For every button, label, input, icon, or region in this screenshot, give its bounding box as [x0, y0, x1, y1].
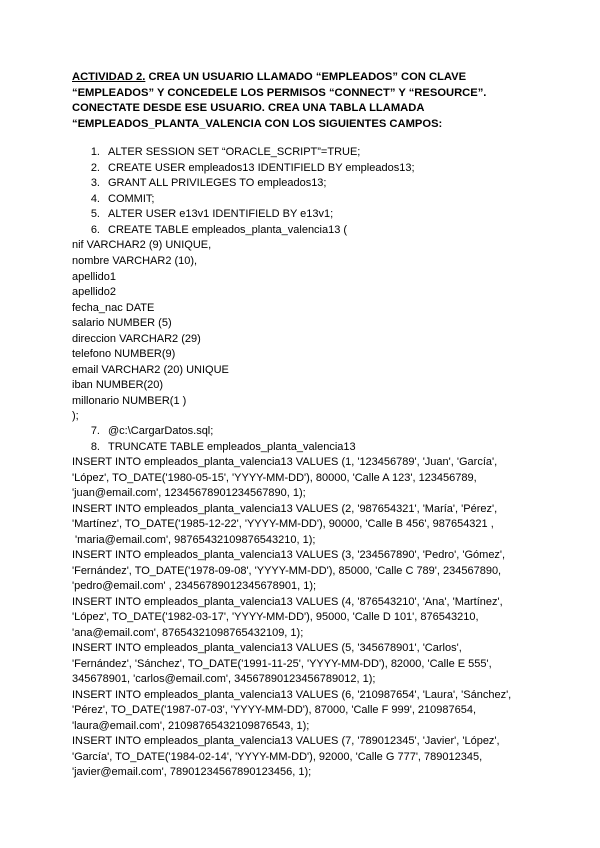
table-field-line: iban NUMBER(20): [72, 379, 164, 391]
insert-line: INSERT INTO empleados_planta_valencia13 VALUES (7, '789012345', 'Javier', 'López',: [72, 735, 500, 747]
table-field-line: telefono NUMBER(9): [72, 348, 176, 360]
insert-line: 'juan@email.com', 12345678901234567890, 1);: [72, 487, 306, 499]
insert-line: INSERT INTO empleados_planta_valencia13 VALUES (2, '987654321', 'María', 'Pérez',: [72, 503, 498, 515]
insert-line: INSERT INTO empleados_planta_valencia13 VALUES (5, '345678901', 'Carlos',: [72, 642, 462, 654]
table-field-line: nombre VARCHAR2 (10),: [72, 255, 198, 267]
insert-line: INSERT INTO empleados_planta_valencia13 VALUES (3, '234567890', 'Pedro', 'Gómez',: [72, 549, 506, 561]
table-field-line: apellido2: [72, 286, 117, 298]
table-field-line: direccion VARCHAR2 (29): [72, 333, 201, 345]
step-number: 1.: [90, 146, 100, 158]
insert-line: 345678901, 'carlos@email.com', 34567890123456789012, 1);: [72, 673, 376, 685]
insert-line: INSERT INTO empleados_planta_valencia13 VALUES (4, '876543210', 'Ana', 'Martínez',: [72, 596, 503, 608]
insert-line: 'López', TO_DATE('1982-03-17', 'YYYY-MM-DD'), 95000, 'Calle D 101', 876543210,: [72, 611, 479, 623]
step-number: 5.: [90, 208, 100, 220]
step-number: 2.: [90, 162, 100, 174]
table-field-line: );: [72, 410, 79, 422]
step-number: 8.: [90, 441, 100, 453]
insert-line: 'maria@email.com', 98765432109876543210, 1);: [72, 534, 316, 546]
step-number: 7.: [90, 425, 100, 437]
insert-line: 'laura@email.com', 21098765432109876543, 1);: [72, 720, 310, 732]
insert-line: 'Pérez', TO_DATE('1987-07-03', 'YYYY-MM-DD'), 87000, 'Calle F 999', 210987654,: [72, 704, 477, 716]
step-text: CREATE USER empleados13 IDENTIFIELD BY empleados13;: [108, 162, 415, 174]
insert-line: 'pedro@email.com' , 23456789012345678901, 1);: [72, 580, 317, 592]
step-text: ALTER USER e13v1 IDENTIFIELD BY e13v1;: [108, 208, 334, 220]
insert-line: 'Fernández', TO_DATE('1978-09-08', 'YYYY-MM-DD'), 85000, 'Calle C 789', 234567890,: [72, 565, 502, 577]
step-number: 3.: [90, 177, 100, 189]
activity-heading: [72, 70, 542, 132]
step-text: CREATE TABLE empleados_planta_valencia13 (: [108, 224, 348, 236]
step-number: 6.: [90, 224, 100, 236]
insert-line: 'javier@email.com', 78901234567890123456, 1);: [72, 766, 312, 778]
insert-line: 'ana@email.com', 87654321098765432109, 1);: [72, 627, 304, 639]
insert-line: 'García', TO_DATE('1984-02-14', 'YYYY-MM-DD'), 92000, 'Calle G 777', 789012345,: [72, 751, 483, 763]
activity-label: ACTIVIDAD 2.: [72, 71, 146, 83]
table-field-line: apellido1: [72, 271, 117, 283]
insert-line: INSERT INTO empleados_planta_valencia13 VALUES (1, '123456789', 'Juan', 'García',: [72, 456, 498, 468]
table-field-line: millonario NUMBER(1 ): [72, 395, 187, 407]
step-number: 4.: [90, 193, 100, 205]
step-text: GRANT ALL PRIVILEGES TO empleados13;: [108, 177, 327, 189]
step-text: @c:\CargarDatos.sql;: [108, 425, 214, 437]
insert-line: INSERT INTO empleados_planta_valencia13 VALUES (6, '210987654', 'Laura', 'Sánchez',: [72, 689, 512, 701]
insert-line: 'Fernández', 'Sánchez', TO_DATE('1991-11-25', 'YYYY-MM-DD'), 82000, 'Calle E 555',: [72, 658, 492, 670]
table-field-line: salario NUMBER (5): [72, 317, 172, 329]
insert-line: 'López', TO_DATE('1980-05-15', 'YYYY-MM-DD'), 80000, 'Calle A 123', 123456789,: [72, 472, 477, 484]
step-text: ALTER SESSION SET “ORACLE_SCRIPT”=TRUE;: [108, 146, 361, 158]
table-field-line: fecha_nac DATE: [72, 302, 155, 314]
step-text: COMMIT;: [108, 193, 155, 205]
table-field-line: nif VARCHAR2 (9) UNIQUE,: [72, 239, 212, 251]
activity-instructions: CREA UN USUARIO LLAMADO “EMPLEADOS” CON CLAVE “EMPLEADOS” Y CONCEDELE LOS PERMISOS “CONNECT” Y “RESOURCE”. CONECTATE DESDE ESE USUARIO. CREA UNA TABLA LLAMADA “EMPLEADOS_PLANTA_VALENCIA CON LOS SIGUIENTES CAMPOS:: [72, 71, 487, 130]
table-field-line: email VARCHAR2 (20) UNIQUE: [72, 364, 229, 376]
insert-line: 'Martínez', TO_DATE('1985-12-22', 'YYYY-MM-DD'), 90000, 'Calle B 456', 987654321 ,: [72, 518, 494, 530]
step-text: TRUNCATE TABLE empleados_planta_valencia13: [108, 441, 356, 453]
